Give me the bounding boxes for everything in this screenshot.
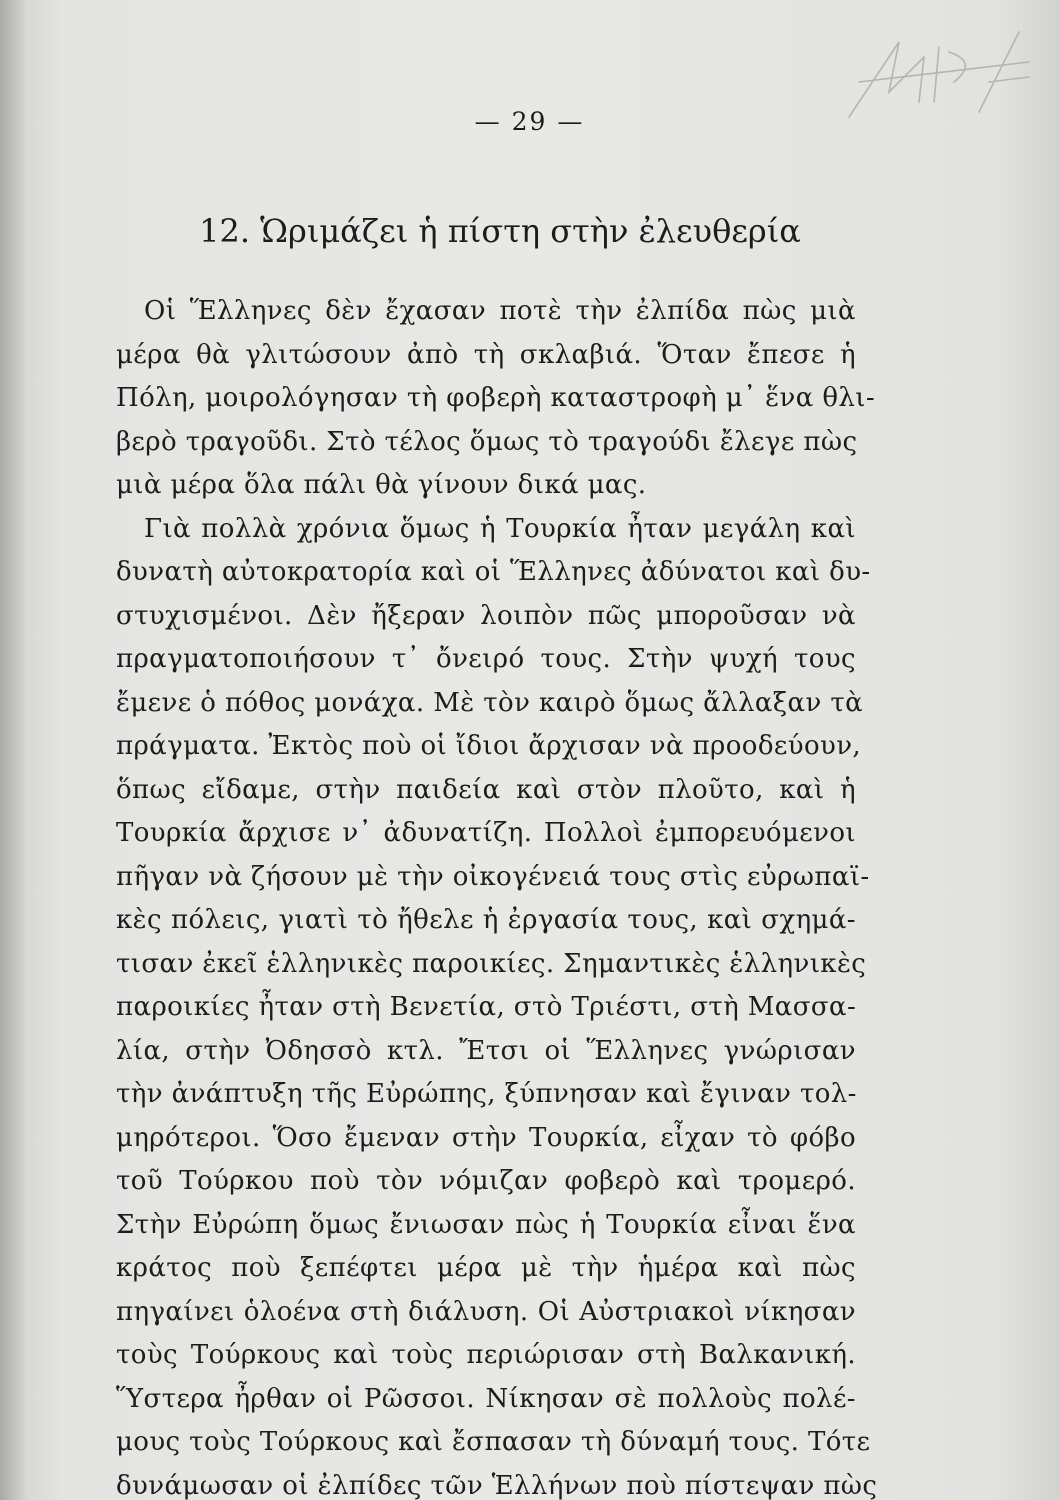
text-line: πραγματοποιήσουν τ᾽ ὄνειρό τους. Στὴν ψυχή τους <box>116 644 856 674</box>
text-line: τοῦ Τούρκου ποὺ τὸν νόμιζαν φοβερὸ καὶ τρομερό. <box>116 1166 856 1196</box>
text-line: μηρότεροι. Ὅσο ἔμεναν στὴν Τουρκία, εἶχαν τὸ φόβο <box>116 1122 856 1153</box>
text-line: ὅπως εἴδαμε, στὴν παιδεία καὶ στὸν πλοῦτο, καὶ ἡ <box>116 774 856 805</box>
text-line: Πόλη, μοιρολόγησαν τὴ φοβερὴ καταστροφὴ μ᾽ ἕνα θλι- <box>116 383 876 413</box>
text-line: Οἱ Ἕλληνες δὲν ἔχασαν ποτὲ τὴν ἐλπίδα πὼς μιὰ <box>144 296 856 326</box>
text-line: κράτος ποὺ ξεπέφτει μέρα μὲ τὴν ἡμέρα καὶ πὼς <box>116 1253 856 1283</box>
page-spine-shadow <box>0 0 26 1500</box>
text-line: μους τοὺς Τούρκους καὶ ἔσπασαν τὴ δύναμή τους. Τότε <box>116 1427 871 1457</box>
text-line: τὴν ἀνάπτυξη τῆς Εὐρώπης, ξύπνησαν καὶ ἔγιναν τολ- <box>116 1079 857 1109</box>
text-line: πῆγαν νὰ ζήσουν μὲ τὴν οἰκογένειά τους στὶς εὐρωπαϊ- <box>116 861 870 892</box>
text-line: πηγαίνει ὁλοένα στὴ διάλυση. Οἱ Αὐστριακοὶ νίκησαν <box>116 1296 856 1327</box>
text-line: Ὕστερα ἦρθαν οἱ Ρῶσσοι. Νίκησαν σὲ πολλοὺς πολέ- <box>116 1383 856 1414</box>
text-line: Στὴν Εὐρώπη ὅμως ἔνιωσαν πὼς ἡ Τουρκία εἶναι ἕνα <box>116 1209 856 1240</box>
text-line: Τουρκία ἄρχισε ν᾽ ἀδυνατίζη. Πολλοὶ ἐμπορευόμενοι <box>116 818 856 848</box>
text-line: τοὺς Τούρκους καὶ τοὺς περιώρισαν στὴ Βαλκανική. <box>116 1340 856 1370</box>
section-heading: 12. Ὡριμάζει ἡ πίστη στὴν ἐλευθερία <box>199 212 801 250</box>
text-line: Γιὰ πολλὰ χρόνια ὅμως ἡ Τουρκία ἦταν μεγάλη καὶ <box>144 513 856 544</box>
text-line: παροικίες ἦταν στὴ Βενετία, στὸ Τριέστι, στὴ Μασσα- <box>116 992 857 1022</box>
text-line: δυνάμωσαν οἱ ἐλπίδες τῶν Ἑλλήνων ποὺ πίστεψαν πὼς <box>116 1470 878 1500</box>
text-line: πράγματα. Ἐκτὸς ποὺ οἱ ἴδιοι ἄρχισαν νὰ προοδεύουν, <box>116 731 862 761</box>
text-line: βερὸ τραγοῦδι. Στὸ τέλος ὅμως τὸ τραγούδι ἔλεγε πὼς <box>116 426 858 457</box>
text-line: τισαν ἐκεῖ ἑλληνικὲς παροικίες. Σημαντικὲς ἑλληνικὲς <box>116 948 867 979</box>
text-line: λία, στὴν Ὀδησσὸ κτλ. Ἔτσι οἱ Ἕλληνες γνώρισαν <box>116 1035 856 1066</box>
body-text <box>116 290 878 1500</box>
page-number: — 29 — <box>474 107 585 136</box>
text-line: δυνατὴ αὐτοκρατορία καὶ οἱ Ἕλληνες ἀδύνατοι καὶ δυ- <box>116 557 871 587</box>
text-line: στυχισμένοι. Δὲν ἤξεραν λοιπὸν πῶς μποροῦσαν νὰ <box>116 600 856 631</box>
text-line: μέρα θὰ γλιτώσουν ἀπὸ τὴ σκλαβιά. Ὅταν ἔπεσε ἡ <box>116 339 856 370</box>
text-line: ἔμενε ὁ πόθος μονάχα. Μὲ τὸν καιρὸ ὅμως ἄλλαξαν τὰ <box>116 687 864 718</box>
text-line: μιὰ μέρα ὅλα πάλι θὰ γίνουν δικά μας. <box>116 470 647 500</box>
text-line: κὲς πόλεις, γιατὶ τὸ ἤθελε ἡ ἐργασία τους, καὶ σχημά- <box>116 905 856 935</box>
